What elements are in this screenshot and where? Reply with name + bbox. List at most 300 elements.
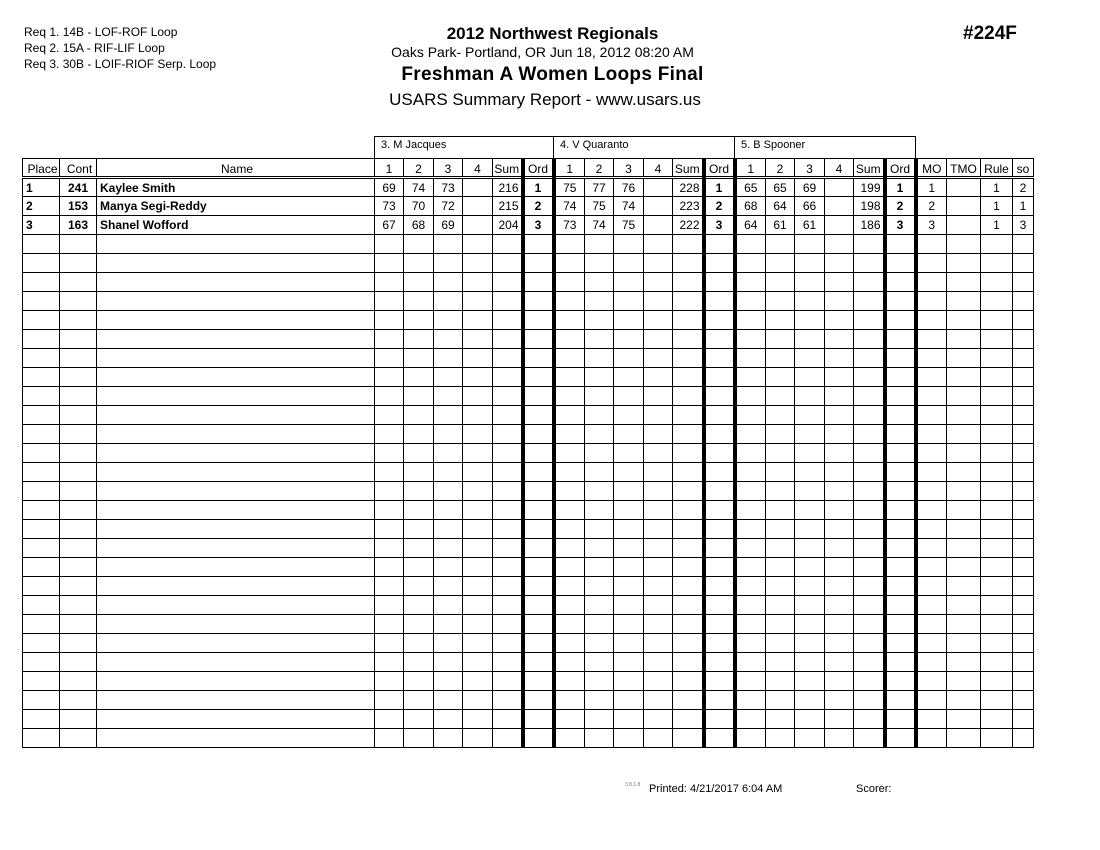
ord-cell: 3 — [885, 216, 916, 235]
score-2-cell — [404, 710, 434, 729]
score-2-cell — [404, 558, 434, 577]
score-3-cell — [614, 577, 644, 596]
score-2-cell — [404, 634, 434, 653]
ord-cell — [523, 577, 554, 596]
rule-cell: 1 — [981, 197, 1013, 216]
sum-cell — [854, 691, 885, 710]
score-2-cell — [404, 577, 434, 596]
empty-row — [23, 463, 1034, 482]
ord-cell — [704, 273, 735, 292]
ord-cell — [885, 463, 916, 482]
score-4-cell — [463, 444, 493, 463]
score-3-cell — [614, 235, 644, 254]
cont-cell — [60, 615, 97, 634]
sum-cell: 198 — [854, 197, 885, 216]
score-2-cell — [766, 558, 795, 577]
score-3-cell — [614, 273, 644, 292]
ord-cell — [885, 634, 916, 653]
empty-row — [23, 596, 1034, 615]
score-3-cell — [614, 596, 644, 615]
rule-cell — [981, 615, 1013, 634]
sum-cell — [673, 634, 704, 653]
score-3-cell — [614, 729, 644, 748]
name-cell — [97, 558, 375, 577]
ord-cell — [885, 254, 916, 273]
ord-cell — [885, 311, 916, 330]
location-time: Oaks Park- Portland, OR Jun 18, 2012 08:20 AM — [391, 44, 694, 60]
tmo-cell — [947, 539, 981, 558]
score-1-cell — [735, 311, 766, 330]
place-cell — [23, 615, 60, 634]
score-3-cell — [434, 615, 463, 634]
score-1-cell — [554, 406, 585, 425]
sum-cell — [673, 235, 704, 254]
score-1-cell — [554, 729, 585, 748]
cont-cell — [60, 672, 97, 691]
tmo-cell — [947, 634, 981, 653]
score-4-cell — [825, 425, 854, 444]
score-3-cell — [434, 710, 463, 729]
cont-cell — [60, 539, 97, 558]
score-1-cell — [735, 710, 766, 729]
score-1-cell — [375, 634, 404, 653]
score-2-cell — [585, 558, 614, 577]
cont-cell — [60, 330, 97, 349]
so-cell — [1013, 330, 1034, 349]
cont-cell — [60, 368, 97, 387]
score-3-cell — [434, 520, 463, 539]
score-1-cell — [554, 672, 585, 691]
cont-cell — [60, 596, 97, 615]
tmo-cell — [947, 463, 981, 482]
sum-cell — [493, 349, 523, 368]
score-2-cell — [766, 672, 795, 691]
mo-cell — [916, 292, 947, 311]
score-4-cell — [644, 425, 673, 444]
score-2-cell: 75 — [585, 197, 614, 216]
sum-cell — [673, 596, 704, 615]
score-2-cell — [404, 349, 434, 368]
tmo-cell — [947, 197, 981, 216]
rule-cell — [981, 596, 1013, 615]
score-2-cell — [404, 254, 434, 273]
mo-cell: 3 — [916, 216, 947, 235]
sum-cell — [854, 520, 885, 539]
score-4-cell — [644, 482, 673, 501]
empty-row — [23, 653, 1034, 672]
score-2-cell — [766, 387, 795, 406]
col-tmo: TMO — [947, 159, 981, 178]
score-2-cell — [404, 520, 434, 539]
score-3-cell — [795, 729, 825, 748]
score-4-cell — [825, 520, 854, 539]
mo-cell — [916, 710, 947, 729]
tmo-cell — [947, 178, 981, 197]
score-3-cell: 69 — [795, 178, 825, 197]
col-j1-sum: Sum — [493, 159, 523, 178]
tmo-cell — [947, 216, 981, 235]
score-3-cell — [795, 501, 825, 520]
ord-cell — [885, 729, 916, 748]
so-cell — [1013, 425, 1034, 444]
score-3-cell — [795, 311, 825, 330]
ord-cell — [885, 425, 916, 444]
score-1-cell — [735, 653, 766, 672]
ord-cell — [523, 596, 554, 615]
score-4-cell — [825, 729, 854, 748]
col-so: so — [1013, 159, 1034, 178]
ord-cell — [885, 349, 916, 368]
score-3-cell — [434, 691, 463, 710]
ord-cell — [523, 653, 554, 672]
score-1-cell — [375, 653, 404, 672]
name-cell: Kaylee Smith — [97, 178, 375, 197]
name-cell — [97, 463, 375, 482]
cont-cell — [60, 292, 97, 311]
rule-cell — [981, 539, 1013, 558]
place-cell — [23, 463, 60, 482]
score-3-cell — [614, 463, 644, 482]
score-2-cell: 74 — [404, 178, 434, 197]
ord-cell — [704, 729, 735, 748]
score-3-cell: 72 — [434, 197, 463, 216]
score-4-cell — [825, 653, 854, 672]
score-2-cell: 61 — [766, 216, 795, 235]
ord-cell — [523, 615, 554, 634]
sum-cell — [673, 520, 704, 539]
table-row — [23, 197, 1034, 216]
mo-cell — [916, 368, 947, 387]
printed-timestamp: Printed: 4/21/2017 6:04 AM — [649, 783, 783, 795]
rule-cell — [981, 387, 1013, 406]
so-cell — [1013, 501, 1034, 520]
so-cell: 3 — [1013, 216, 1034, 235]
score-4-cell — [463, 463, 493, 482]
tmo-cell — [947, 501, 981, 520]
so-cell — [1013, 539, 1034, 558]
score-1-cell: 69 — [375, 178, 404, 197]
mo-cell — [916, 387, 947, 406]
score-1-cell — [554, 710, 585, 729]
cont-cell — [60, 501, 97, 520]
score-4-cell — [644, 311, 673, 330]
score-4-cell — [644, 349, 673, 368]
ord-cell — [885, 235, 916, 254]
score-1-cell — [554, 653, 585, 672]
ord-cell — [885, 482, 916, 501]
name-cell — [97, 425, 375, 444]
sum-cell: 216 — [493, 178, 523, 197]
judge-name: 4. V Quaranto — [560, 139, 629, 151]
tmo-cell — [947, 729, 981, 748]
so-cell — [1013, 710, 1034, 729]
cont-cell — [60, 691, 97, 710]
place-cell — [23, 501, 60, 520]
sum-cell — [493, 710, 523, 729]
score-4-cell — [825, 672, 854, 691]
score-3-cell — [795, 292, 825, 311]
score-1-cell — [375, 444, 404, 463]
sum-cell — [493, 482, 523, 501]
rule-cell — [981, 577, 1013, 596]
score-4-cell — [463, 596, 493, 615]
score-2-cell — [585, 539, 614, 558]
score-2-cell — [766, 615, 795, 634]
col-j2-sum: Sum — [673, 159, 704, 178]
mo-cell — [916, 349, 947, 368]
judge-name: 3. M Jacques — [381, 139, 447, 151]
score-3-cell — [434, 292, 463, 311]
sum-cell — [673, 577, 704, 596]
score-1-cell — [375, 577, 404, 596]
score-4-cell — [825, 235, 854, 254]
sum-cell — [493, 254, 523, 273]
rule-cell — [981, 311, 1013, 330]
sum-cell — [854, 387, 885, 406]
score-1-cell — [554, 482, 585, 501]
score-3-cell — [614, 292, 644, 311]
sum-cell — [854, 672, 885, 691]
sum-cell — [673, 368, 704, 387]
score-1-cell — [375, 539, 404, 558]
scorer-label: Scorer: — [856, 783, 892, 795]
score-1-cell — [735, 501, 766, 520]
ord-cell — [885, 558, 916, 577]
score-1-cell — [735, 368, 766, 387]
ord-cell — [523, 387, 554, 406]
sum-cell — [854, 311, 885, 330]
score-3-cell — [614, 387, 644, 406]
mo-cell — [916, 691, 947, 710]
mo-cell — [916, 235, 947, 254]
score-1-cell — [375, 463, 404, 482]
score-1-cell: 68 — [735, 197, 766, 216]
col-name: Name — [97, 159, 375, 178]
empty-row — [23, 520, 1034, 539]
place-cell — [23, 254, 60, 273]
rule-cell — [981, 330, 1013, 349]
score-1-cell — [735, 444, 766, 463]
score-2-cell — [585, 653, 614, 672]
cont-cell — [60, 349, 97, 368]
score-4-cell — [644, 444, 673, 463]
ord-cell — [704, 349, 735, 368]
ord-cell — [704, 672, 735, 691]
score-1-cell — [375, 235, 404, 254]
score-2-cell — [404, 463, 434, 482]
score-1-cell — [375, 292, 404, 311]
score-4-cell — [463, 406, 493, 425]
score-2-cell — [766, 501, 795, 520]
rule-cell: 1 — [981, 178, 1013, 197]
score-4-cell — [825, 691, 854, 710]
score-3-cell — [614, 501, 644, 520]
cont-cell: 153 — [60, 197, 97, 216]
score-1-cell — [735, 482, 766, 501]
name-cell — [97, 311, 375, 330]
software-version: 3.8.1.8 — [625, 782, 641, 788]
score-3-cell — [434, 254, 463, 273]
score-1-cell: 75 — [554, 178, 585, 197]
so-cell — [1013, 558, 1034, 577]
score-2-cell — [585, 425, 614, 444]
mo-cell — [916, 273, 947, 292]
score-2-cell — [766, 311, 795, 330]
score-4-cell — [644, 178, 673, 197]
mo-cell: 1 — [916, 178, 947, 197]
so-cell — [1013, 634, 1034, 653]
name-cell — [97, 292, 375, 311]
score-4-cell — [825, 463, 854, 482]
score-3-cell — [614, 368, 644, 387]
ord-cell — [704, 615, 735, 634]
col-j3-4: 4 — [825, 159, 854, 178]
so-cell — [1013, 406, 1034, 425]
cont-cell — [60, 406, 97, 425]
score-4-cell — [825, 539, 854, 558]
score-1-cell — [554, 501, 585, 520]
score-4-cell — [825, 178, 854, 197]
score-4-cell — [644, 292, 673, 311]
mo-cell — [916, 330, 947, 349]
score-3-cell — [614, 672, 644, 691]
report-type: USARS Summary Report - www.usars.us — [389, 90, 701, 109]
score-2-cell — [766, 235, 795, 254]
score-3-cell — [614, 520, 644, 539]
score-2-cell — [766, 539, 795, 558]
mo-cell — [916, 729, 947, 748]
col-j1-3: 3 — [434, 159, 463, 178]
name-cell — [97, 235, 375, 254]
sum-cell — [493, 463, 523, 482]
score-2-cell — [585, 577, 614, 596]
ord-cell — [885, 406, 916, 425]
score-4-cell — [825, 254, 854, 273]
ord-cell — [523, 672, 554, 691]
sum-cell — [673, 406, 704, 425]
score-4-cell — [644, 501, 673, 520]
score-4-cell — [463, 482, 493, 501]
score-1-cell — [735, 672, 766, 691]
place-cell — [23, 691, 60, 710]
score-1-cell — [375, 520, 404, 539]
score-3-cell: 75 — [614, 216, 644, 235]
sum-cell — [673, 691, 704, 710]
score-4-cell — [644, 577, 673, 596]
name-cell — [97, 444, 375, 463]
place-cell — [23, 596, 60, 615]
score-1-cell — [735, 615, 766, 634]
score-2-cell: 74 — [585, 216, 614, 235]
score-1-cell: 73 — [375, 197, 404, 216]
tmo-cell — [947, 691, 981, 710]
rule-cell — [981, 482, 1013, 501]
results-table — [22, 158, 1034, 748]
score-4-cell — [463, 311, 493, 330]
sum-cell — [493, 520, 523, 539]
ord-cell — [523, 273, 554, 292]
name-cell — [97, 596, 375, 615]
tmo-cell — [947, 444, 981, 463]
mo-cell — [916, 311, 947, 330]
score-4-cell — [825, 387, 854, 406]
ord-cell — [704, 691, 735, 710]
score-3-cell — [795, 596, 825, 615]
empty-row — [23, 406, 1034, 425]
empty-row — [23, 330, 1034, 349]
score-4-cell — [463, 216, 493, 235]
ord-cell — [885, 710, 916, 729]
score-3-cell — [795, 577, 825, 596]
sum-cell — [493, 330, 523, 349]
judge-header-3 — [734, 136, 916, 158]
score-4-cell — [463, 615, 493, 634]
ord-cell — [704, 292, 735, 311]
score-4-cell — [825, 577, 854, 596]
cont-cell — [60, 634, 97, 653]
score-2-cell — [404, 615, 434, 634]
ord-cell — [704, 710, 735, 729]
ord-cell — [523, 520, 554, 539]
so-cell — [1013, 482, 1034, 501]
score-2-cell — [585, 463, 614, 482]
score-2-cell — [585, 520, 614, 539]
sum-cell — [493, 615, 523, 634]
ord-cell — [704, 311, 735, 330]
score-1-cell — [554, 330, 585, 349]
score-4-cell — [463, 368, 493, 387]
score-3-cell — [614, 539, 644, 558]
col-j2-1: 1 — [554, 159, 585, 178]
ord-cell — [885, 368, 916, 387]
place-cell — [23, 292, 60, 311]
score-1-cell: 67 — [375, 216, 404, 235]
score-1-cell — [375, 691, 404, 710]
score-1-cell — [735, 349, 766, 368]
score-2-cell — [585, 691, 614, 710]
sum-cell — [854, 368, 885, 387]
score-1-cell — [554, 596, 585, 615]
score-4-cell — [463, 387, 493, 406]
score-1-cell — [735, 558, 766, 577]
sum-cell — [493, 311, 523, 330]
score-2-cell — [585, 273, 614, 292]
score-2-cell: 70 — [404, 197, 434, 216]
mo-cell: 2 — [916, 197, 947, 216]
score-2-cell — [404, 672, 434, 691]
sum-cell — [673, 653, 704, 672]
sum-cell — [493, 501, 523, 520]
sum-cell: 228 — [673, 178, 704, 197]
sum-cell — [673, 292, 704, 311]
sum-cell — [854, 292, 885, 311]
score-1-cell — [554, 311, 585, 330]
score-2-cell — [766, 577, 795, 596]
sum-cell — [673, 330, 704, 349]
score-2-cell — [585, 235, 614, 254]
sum-cell — [493, 634, 523, 653]
ord-cell — [885, 501, 916, 520]
score-4-cell — [825, 273, 854, 292]
score-4-cell — [825, 311, 854, 330]
score-3-cell — [434, 330, 463, 349]
cont-cell: 241 — [60, 178, 97, 197]
score-4-cell — [463, 349, 493, 368]
score-2-cell: 68 — [404, 216, 434, 235]
empty-row — [23, 368, 1034, 387]
ord-cell — [523, 368, 554, 387]
score-3-cell — [614, 406, 644, 425]
